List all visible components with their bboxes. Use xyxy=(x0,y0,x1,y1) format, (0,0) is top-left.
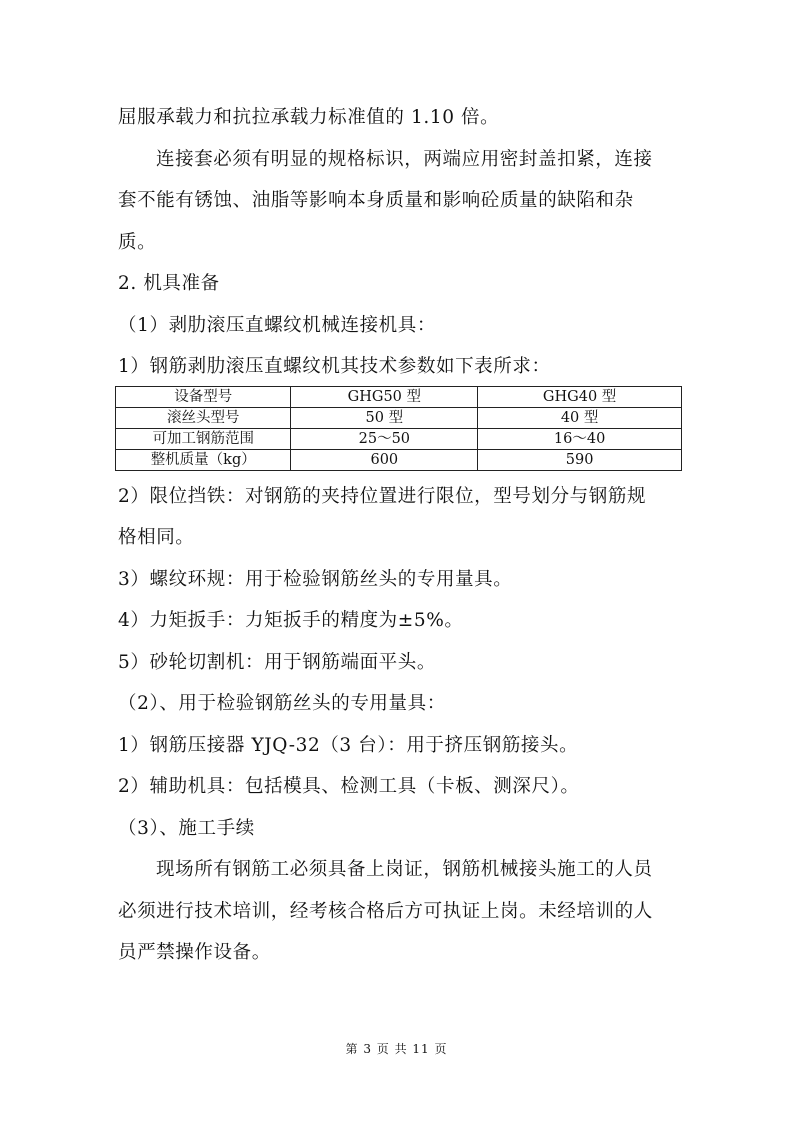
paragraph-line: 连接套必须有明显的规格标识，两端应用密封盖扣紧，连接 xyxy=(156,149,653,170)
table-cell: 设备型号 xyxy=(116,387,291,408)
table-row xyxy=(116,408,682,429)
paragraph-line: 2）辅助机具：包括模具、检测工具（卡板、测深尺）。 xyxy=(118,776,580,797)
subsection-heading: （3）、施工手续 xyxy=(118,818,255,839)
paragraph-line: 格相同。 xyxy=(118,527,195,548)
table-cell: 590 xyxy=(478,450,682,471)
table-cell: 600 xyxy=(291,450,478,471)
table-cell: 40 型 xyxy=(478,408,682,429)
paragraph-line: 必须进行技术培训，经考核合格后方可执证上岗。未经培训的人 xyxy=(118,901,653,922)
table-cell: 16～40 xyxy=(478,429,682,450)
paragraph-line: 2）限位挡铁：对钢筋的夹持位置进行限位，型号划分与钢筋规 xyxy=(118,486,647,507)
spec-table xyxy=(115,386,682,471)
paragraph-line: 1）钢筋剥肋滚压直螺纹机其技术参数如下表所求： xyxy=(118,356,551,377)
table-cell: GHG40 型 xyxy=(478,387,682,408)
subsection-heading: （2）、用于检验钢筋丝头的专用量具： xyxy=(118,693,446,714)
section-heading: 2. 机具准备 xyxy=(118,273,220,294)
page-footer: 第 3 页 共 11 页 xyxy=(345,1042,448,1056)
table-cell: 滚丝头型号 xyxy=(116,408,291,429)
table-row xyxy=(116,387,682,408)
paragraph-line: 套不能有锈蚀、油脂等影响本身质量和影响砼质量的缺陷和杂 xyxy=(118,190,634,211)
paragraph-line: 1）钢筋压接器 YJQ-32（3 台）：用于挤压钢筋接头。 xyxy=(118,735,579,756)
paragraph-line: 现场所有钢筋工必须具备上岗证，钢筋机械接头施工的人员 xyxy=(156,859,653,880)
paragraph-line: 4）力矩扳手：力矩扳手的精度为±5%。 xyxy=(118,610,464,631)
table-row xyxy=(116,450,682,471)
paragraph-line: 员严禁操作设备。 xyxy=(118,942,271,963)
table-cell: 可加工钢筋范围 xyxy=(116,429,291,450)
paragraph-line: 5）砂轮切割机：用于钢筋端面平头。 xyxy=(118,652,436,673)
table-cell: 整机质量（kg） xyxy=(116,450,291,471)
table-row xyxy=(116,429,682,450)
paragraph-line: 3）螺纹环规：用于检验钢筋丝头的专用量具。 xyxy=(118,569,513,590)
table-cell: 50 型 xyxy=(291,408,478,429)
table-cell: GHG50 型 xyxy=(291,387,478,408)
table-cell: 25～50 xyxy=(291,429,478,450)
subsection-heading: （1）剥肋滚压直螺纹机械连接机具： xyxy=(118,315,436,336)
paragraph-line: 质。 xyxy=(118,232,157,253)
paragraph-line: 屈服承载力和抗拉承载力标准值的 1.10 倍。 xyxy=(118,107,500,128)
